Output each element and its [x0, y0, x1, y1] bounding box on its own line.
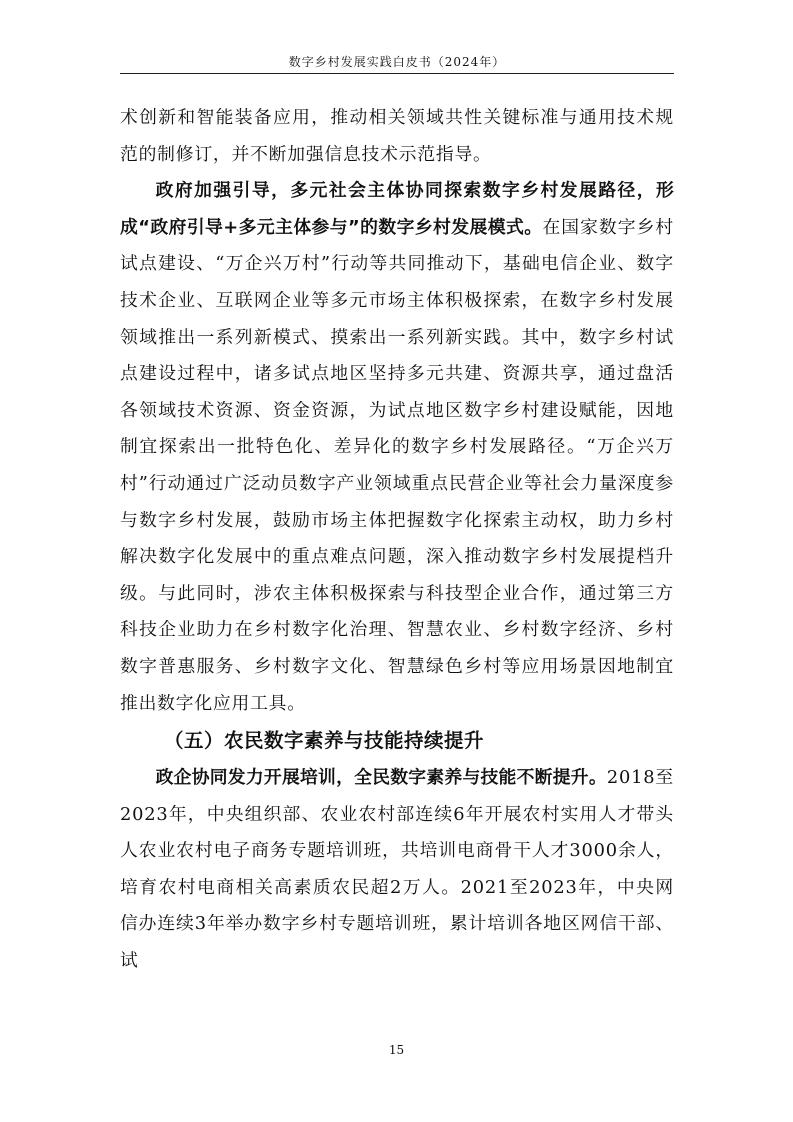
paragraph-body-text: 2018至2023年，中央组织部、农业农村部连续6年开展农村实用人才带头人农业农村电子商务专题培训班，共培训电商骨干人才3000余人，培育农村电商相关高素质农民超2万人。2021至2023年，中央网信办连续3年举办数字乡村专题培训班，累计培训各地区网信干部、试: [120, 767, 674, 972]
document-body: [120, 100, 674, 980]
paragraph-government-guidance: [120, 173, 674, 722]
paragraph-body-text: 在国家数字乡村试点建设、“万企兴万村”行动等共同推动下，基础电信企业、数字技术企业、互联网企业等多元市场主体积极探索，在数字乡村发展领域推出一系列新模式、摸索出一系列新实践。其中，数字乡村试点建设过程中，诸多试点地区坚持多元共建、资源共享，通过盘活各领域技术资源、资金资源，为试点地区数字乡村建设赋能，因地制宜探索出一批特色化、差异化的数字乡村发展路径。“万企兴万村”行动通过广泛动员数字产业领域重点民营企业等社会力量深度参与数字乡村发展，鼓励市场主体把握数字化探索主动权，助力乡村解决数字化发展中的重点难点问题，深入推动数字乡村发展提档升级。与此同时，涉农主体积极探索与科技型企业合作，通过第三方科技企业助力在乡村数字化治理、智慧农业、乡村数字经济、乡村数字普惠服务、乡村数字文化、智慧绿色乡村等应用场景因地制宜推出数字化应用工具。: [120, 216, 674, 714]
paragraph-lead-sentence: 政企协同发力开展培训，全民数字素养与技能不断提升。: [155, 767, 607, 789]
paragraph-digital-literacy-training: [120, 760, 674, 980]
page-number: 15: [388, 1043, 405, 1057]
header-divider: [120, 73, 674, 74]
paragraph-continuation: 术创新和智能装备应用，推动相关领域共性关键标准与通用技术规范的制修订，并不断加强信息技术示范指导。: [120, 107, 674, 165]
paragraph-lead-sentence: 政府加强引导，多元社会主体协同探索数字乡村发展路径，形成“政府引导+多元主体参与”的数字乡村发展模式。: [120, 180, 674, 238]
running-header: 数字乡村发展实践白皮书（2024年）: [288, 55, 506, 69]
section-heading: （五）农民数字素养与技能持续提升: [164, 729, 485, 753]
